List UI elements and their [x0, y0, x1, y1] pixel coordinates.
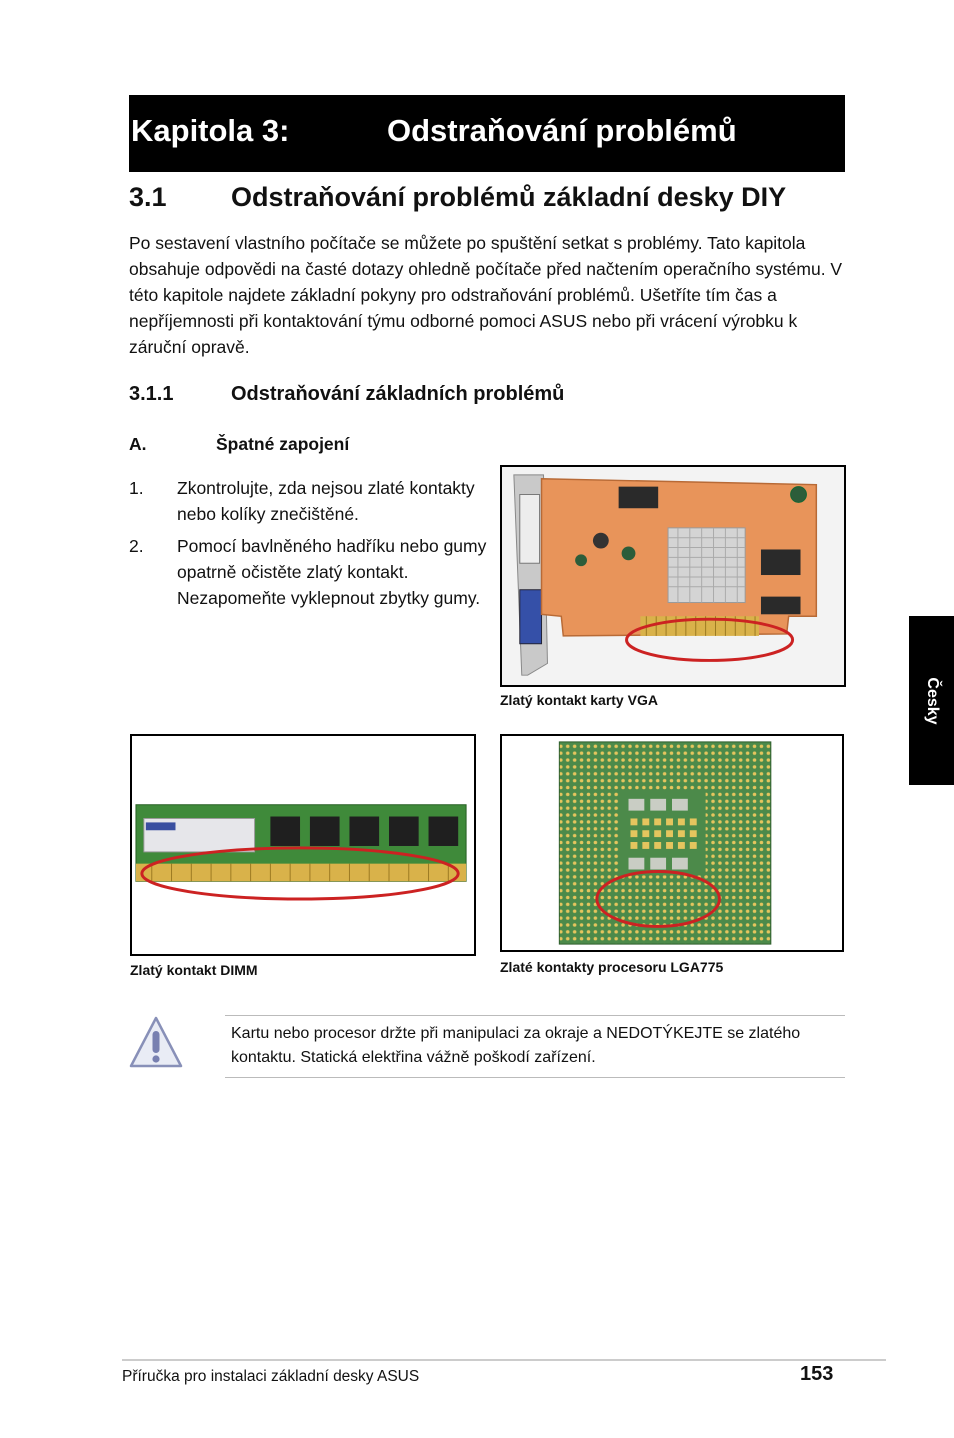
chapter-header	[129, 95, 845, 172]
item-title: Špatné zapojení	[216, 434, 350, 454]
language-side-tab	[909, 616, 954, 785]
step-number: 2.	[129, 536, 144, 556]
cpu-photo	[500, 734, 844, 952]
warning-text: Kartu nebo procesor držte při manipulaci za okraje a NEDOTÝKEJTE se zlatého kontaktu. Statická elektřina vážně poškodí zařízení.	[231, 1025, 801, 1066]
warning-bottom-rule	[225, 1077, 845, 1078]
dimm-photo	[130, 734, 476, 956]
footer-rule	[122, 1359, 886, 1361]
chapter-number: Kapitola 3:	[131, 113, 290, 148]
warning-top-rule	[225, 1015, 845, 1016]
footer-text: Příručka pro instalaci základní desky ASUS	[122, 1368, 420, 1385]
dimm-illustration	[132, 736, 474, 954]
section-title: Odstraňování problémů základní desky DIY	[231, 182, 787, 212]
language-label: Česky	[923, 676, 941, 725]
vga-card-photo	[500, 465, 846, 687]
subsection-title: Odstraňování základních problémů	[231, 383, 565, 405]
vga-card-illustration	[502, 467, 844, 685]
subsection-number: 3.1.1	[129, 383, 174, 405]
step-text: Pomocí bavlněného hadříku nebo gumy opatrně očistěte zlatý kontakt. Nezapomeňte vyklepnout zbytky gumy.	[177, 536, 487, 608]
cpu-caption: Zlaté kontakty procesoru LGA775	[500, 959, 724, 975]
step-number: 1.	[129, 478, 144, 498]
step-text: Zkontrolujte, zda nejsou zlaté kontakty nebo kolíky znečištěné.	[177, 478, 475, 524]
chapter-title: Odstraňování problémů	[387, 113, 737, 148]
item-letter: A.	[129, 434, 147, 454]
section-number: 3.1	[129, 182, 167, 212]
warning-icon	[129, 1015, 183, 1069]
page-number: 153	[800, 1363, 834, 1385]
intro-paragraph: Po sestavení vlastního počítače se můžete po spuštění setkat s problémy. Tato kapitola obsahuje odpovědi na časté dotazy ohledně počítače před načtením operačního systému. V této kapitole najdete základní pokyny pro odstraňování problémů. Ušetříte tím čas a nepříjemnosti při kontaktování týmu odborné pomoci ASUS nebo při vrácení výrobku k záruční opravě.	[129, 233, 843, 357]
dimm-caption: Zlatý kontakt DIMM	[130, 962, 258, 978]
vga-caption: Zlatý kontakt karty VGA	[500, 692, 658, 708]
cpu-illustration	[502, 736, 842, 950]
